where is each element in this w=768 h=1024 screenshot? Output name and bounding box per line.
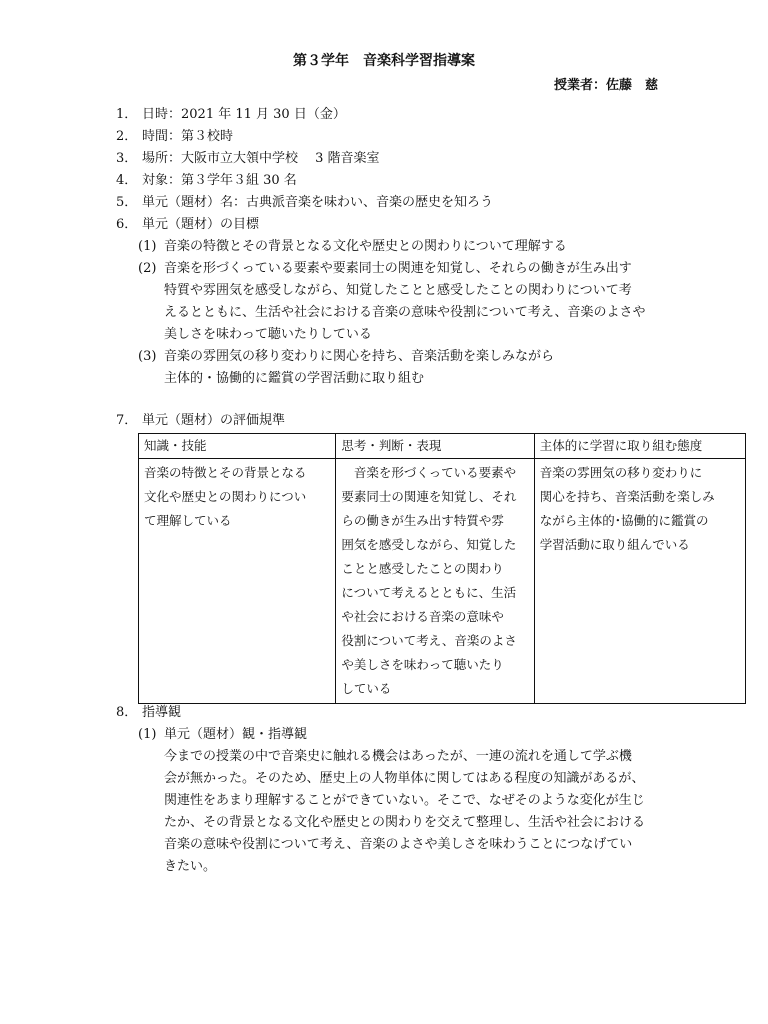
cell-line: や美しさを味わって聴いたり	[341, 657, 504, 672]
subsection-heading	[138, 726, 307, 744]
column-header: 知識・技能	[139, 434, 336, 459]
cell-line: 役割について考え、音楽のよさ	[341, 633, 517, 648]
cell-line: 音楽の特徴とその背景となる	[144, 465, 307, 480]
item-text: 時間：第３校時	[142, 129, 234, 144]
evaluation-table	[138, 433, 746, 704]
item-number: 1．	[116, 107, 138, 122]
cell-line: 学習活動に取り組んでいる	[539, 537, 690, 552]
subsection-title: 単元（題材）観・指導観	[164, 727, 308, 742]
item-text: 単元（題材）名：古典派音楽を味わい、音楽の歴史を知ろう	[142, 195, 494, 210]
cell-line: 文化や歴史との関わりについ	[144, 489, 307, 504]
cell-line: している	[341, 681, 392, 696]
item-number: 2．	[116, 129, 138, 144]
document-title: 第３学年 音楽科学習指導案	[293, 53, 475, 69]
paragraph-line: きたい。	[164, 859, 217, 874]
cell-line: 音楽を形づくっている要素や	[341, 465, 517, 480]
author-label: 授業者：佐藤 慈	[553, 78, 658, 93]
cell-line: ながら主体的･協働的に鑑賞の	[539, 513, 709, 528]
section-title: 指導観	[142, 705, 182, 720]
section-heading	[116, 704, 181, 722]
list-item	[116, 150, 380, 168]
item-text: 対象：第３学年３組 30 名	[142, 173, 297, 188]
column-header: 思考・判断・表現	[336, 434, 534, 459]
cell-line: ことと感受したことの関わり	[341, 561, 504, 576]
table-cell	[336, 459, 534, 704]
list-item	[116, 216, 259, 234]
item-number: 6．	[116, 217, 138, 232]
goal-text-continued: 特質や雰囲気を感受しながら、知覚したことと感受したことの関わりについて考	[164, 283, 632, 298]
list-item	[116, 106, 346, 124]
section-number: 7．	[116, 413, 138, 428]
item-text: 単元（題材）の目標	[142, 217, 260, 232]
list-item	[116, 172, 297, 190]
goal-item	[138, 260, 632, 278]
goal-text-continued: 主体的・協働的に鑑賞の学習活動に取り組む	[164, 371, 425, 386]
paragraph-line: 関連性をあまり理解することができていない。そこで、なぜそのような変化が生じ	[164, 793, 645, 808]
cell-line: 囲気を感受しながら、知覚した	[341, 537, 517, 552]
list-item	[116, 194, 493, 212]
goal-number: (2)	[138, 261, 157, 276]
goal-item	[138, 348, 554, 366]
goal-item	[138, 238, 567, 256]
column-header: 主体的に学習に取り組む態度	[534, 434, 745, 459]
item-text: 日時：2021 年 11 月 30 日（金）	[142, 107, 346, 122]
goal-text-continued: 美しさを味わって聴いたりしている	[164, 327, 372, 342]
goal-text: 音楽を形づくっている要素や要素同士の関連を知覚し、それらの働きが生み出す	[164, 261, 632, 276]
item-number: 4．	[116, 173, 138, 188]
paragraph-line: 音楽の意味や役割について考え、音楽のよさや美しさを味わうことにつなげてい	[164, 837, 633, 852]
item-number: 5．	[116, 195, 138, 210]
goal-number: (3)	[138, 349, 157, 364]
paragraph-line: 会が無かった。そのため、歴史上の人物単体に関してはある程度の知識があるが、	[164, 771, 645, 786]
paragraph-line: たか、その背景となる文化や歴史との関わりを交えて整理し、生活や社会における	[164, 815, 646, 830]
item-text: 場所：大阪市立大領中学校 3 階音楽室	[142, 151, 380, 166]
table-row	[139, 459, 746, 704]
item-number: 3．	[116, 151, 138, 166]
goal-text-continued: えるとともに、生活や社会における音楽の意味や役割について考え、音楽のよさや	[164, 305, 646, 320]
cell-line: 関心を持ち、音楽活動を楽しみ	[539, 489, 715, 504]
paragraph-line: 今までの授業の中で音楽史に触れる機会はあったが、一連の流れを通して学ぶ機	[164, 749, 632, 764]
list-item	[116, 128, 233, 146]
section-number: 8．	[116, 705, 138, 720]
cell-line: 要素同士の関連を知覚し、それ	[341, 489, 517, 504]
section-title: 単元（題材）の評価規準	[142, 413, 286, 428]
cell-line: らの働きが生み出す特質や雰	[341, 513, 504, 528]
cell-line: について考えるとともに、生活	[341, 585, 517, 600]
cell-line: や社会における音楽の意味や	[341, 609, 504, 624]
table-header-row	[139, 434, 746, 459]
subsection-number: (1)	[138, 727, 157, 742]
section-heading	[116, 412, 285, 430]
cell-line: て理解している	[144, 513, 232, 528]
cell-line: 音楽の雰囲気の移り変わりに	[539, 465, 703, 480]
goal-text: 音楽の特徴とその背景となる文化や歴史との関わりについて理解する	[164, 239, 567, 254]
table-cell	[534, 459, 745, 704]
goal-text: 音楽の雰囲気の移り変わりに関心を持ち、音楽活動を楽しみながら	[164, 349, 555, 364]
goal-number: (1)	[138, 239, 157, 254]
table-cell	[139, 459, 336, 704]
